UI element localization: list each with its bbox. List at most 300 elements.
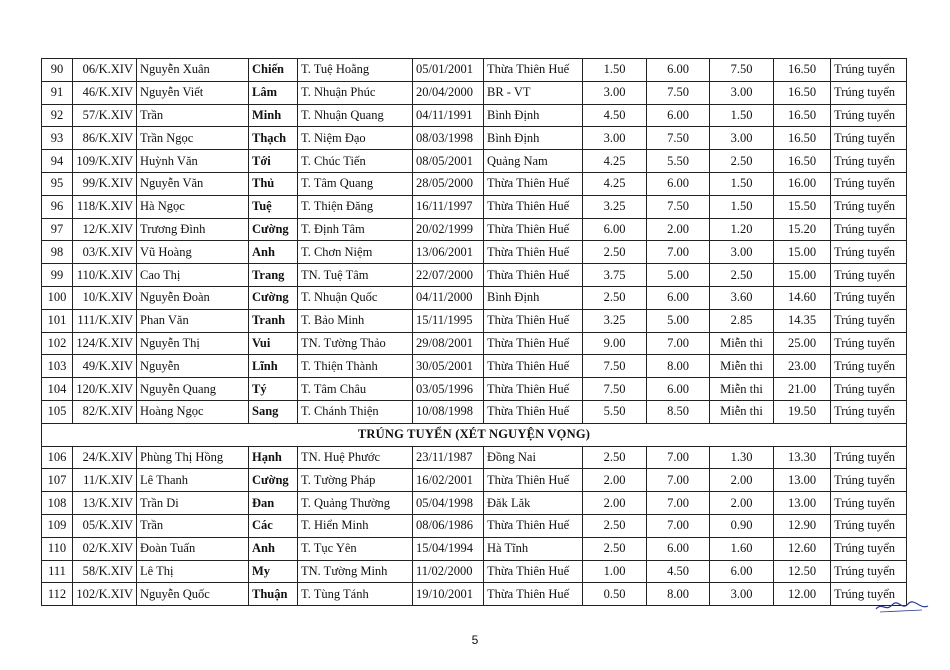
cell-result: Trúng tuyển	[831, 332, 907, 355]
table-row	[42, 492, 907, 515]
cell-total-score: 19.50	[774, 400, 831, 423]
cell-total-score: 15.50	[774, 195, 831, 218]
cell-score-1: 2.00	[583, 469, 647, 492]
cell-score-2: 8.00	[647, 355, 710, 378]
cell-dharma-name: T. Nhuận Quang	[298, 104, 413, 127]
cell-family-name: Cao Thị	[137, 264, 249, 287]
cell-birth-date: 30/05/2001	[413, 355, 484, 378]
cell-birth-date: 08/06/1986	[413, 514, 484, 537]
cell-dharma-name: T. Tùng Tánh	[298, 583, 413, 606]
cell-birth-date: 05/04/1998	[413, 492, 484, 515]
cell-given-name: Anh	[249, 537, 298, 560]
cell-given-name: My	[249, 560, 298, 583]
cell-family-name: Huỳnh Văn	[137, 150, 249, 173]
cell-birth-date: 19/10/2001	[413, 583, 484, 606]
cell-given-name: Anh	[249, 241, 298, 264]
table-body-section	[42, 423, 907, 446]
table-row	[42, 59, 907, 82]
cell-exam-code: 06/K.XIV	[73, 59, 137, 82]
cell-row-number: 110	[42, 537, 73, 560]
cell-score-1: 5.50	[583, 400, 647, 423]
table-row	[42, 560, 907, 583]
cell-family-name: Hoàng Ngọc	[137, 400, 249, 423]
cell-score-2: 7.50	[647, 81, 710, 104]
cell-birth-date: 20/02/1999	[413, 218, 484, 241]
cell-result: Trúng tuyển	[831, 537, 907, 560]
cell-birth-date: 29/08/2001	[413, 332, 484, 355]
cell-family-name: Lê Thanh	[137, 469, 249, 492]
cell-total-score: 14.60	[774, 286, 831, 309]
cell-given-name: Trang	[249, 264, 298, 287]
cell-hometown: Thừa Thiên Huế	[484, 309, 583, 332]
cell-score-3: 3.00	[710, 241, 774, 264]
cell-result: Trúng tuyển	[831, 492, 907, 515]
cell-dharma-name: T. Quảng Thường	[298, 492, 413, 515]
cell-score-1: 3.75	[583, 264, 647, 287]
table-row	[42, 514, 907, 537]
cell-total-score: 16.50	[774, 150, 831, 173]
cell-score-2: 6.00	[647, 104, 710, 127]
cell-score-2: 7.00	[647, 446, 710, 469]
cell-score-3: Miễn thi	[710, 400, 774, 423]
cell-family-name: Vũ Hoàng	[137, 241, 249, 264]
cell-score-1: 7.50	[583, 355, 647, 378]
cell-row-number: 103	[42, 355, 73, 378]
table-row	[42, 172, 907, 195]
cell-score-1: 9.00	[583, 332, 647, 355]
cell-row-number: 90	[42, 59, 73, 82]
cell-hometown: Quảng Nam	[484, 150, 583, 173]
cell-hometown: BR - VT	[484, 81, 583, 104]
cell-result: Trúng tuyển	[831, 309, 907, 332]
cell-row-number: 94	[42, 150, 73, 173]
cell-exam-code: 24/K.XIV	[73, 446, 137, 469]
table-row	[42, 469, 907, 492]
cell-score-2: 6.00	[647, 537, 710, 560]
cell-dharma-name: T. Tuệ Hoằng	[298, 59, 413, 82]
cell-total-score: 23.00	[774, 355, 831, 378]
cell-row-number: 100	[42, 286, 73, 309]
cell-birth-date: 15/04/1994	[413, 537, 484, 560]
cell-hometown: Thừa Thiên Huế	[484, 400, 583, 423]
cell-hometown: Thừa Thiên Huế	[484, 514, 583, 537]
cell-given-name: Thủ	[249, 172, 298, 195]
cell-exam-code: 46/K.XIV	[73, 81, 137, 104]
cell-dharma-name: T. Hiển Minh	[298, 514, 413, 537]
cell-exam-code: 110/K.XIV	[73, 264, 137, 287]
cell-birth-date: 28/05/2000	[413, 172, 484, 195]
cell-hometown: Đăk Lăk	[484, 492, 583, 515]
cell-hometown: Thừa Thiên Huế	[484, 241, 583, 264]
cell-birth-date: 22/07/2000	[413, 264, 484, 287]
cell-hometown: Thừa Thiên Huế	[484, 583, 583, 606]
cell-birth-date: 05/01/2001	[413, 59, 484, 82]
cell-dharma-name: TN. Tường Minh	[298, 560, 413, 583]
cell-score-2: 7.00	[647, 332, 710, 355]
cell-score-1: 2.50	[583, 286, 647, 309]
cell-dharma-name: T. Bảo Minh	[298, 309, 413, 332]
cell-score-1: 1.50	[583, 59, 647, 82]
cell-hometown: Hà Tĩnh	[484, 537, 583, 560]
table-row	[42, 446, 907, 469]
table-row	[42, 264, 907, 287]
cell-dharma-name: T. Thiện Thành	[298, 355, 413, 378]
cell-family-name: Nguyễn Đoàn	[137, 286, 249, 309]
cell-row-number: 107	[42, 469, 73, 492]
section-header-row	[42, 423, 907, 446]
cell-family-name: Nguyễn Viết	[137, 81, 249, 104]
table-row	[42, 400, 907, 423]
cell-hometown: Thừa Thiên Huế	[484, 59, 583, 82]
cell-given-name: Cường	[249, 469, 298, 492]
cell-given-name: Lĩnh	[249, 355, 298, 378]
cell-score-3: 2.85	[710, 309, 774, 332]
cell-given-name: Tý	[249, 378, 298, 401]
cell-hometown: Đồng Nai	[484, 446, 583, 469]
cell-hometown: Thừa Thiên Huế	[484, 378, 583, 401]
cell-given-name: Chiến	[249, 59, 298, 82]
cell-total-score: 16.50	[774, 59, 831, 82]
cell-birth-date: 13/06/2001	[413, 241, 484, 264]
cell-total-score: 12.60	[774, 537, 831, 560]
cell-score-3: 2.50	[710, 264, 774, 287]
table-body-preference	[42, 446, 907, 606]
table-row	[42, 104, 907, 127]
cell-given-name: Các	[249, 514, 298, 537]
cell-family-name: Lê Thị	[137, 560, 249, 583]
table-row	[42, 332, 907, 355]
cell-exam-code: 49/K.XIV	[73, 355, 137, 378]
table-row	[42, 378, 907, 401]
cell-exam-code: 10/K.XIV	[73, 286, 137, 309]
cell-birth-date: 08/03/1998	[413, 127, 484, 150]
cell-given-name: Hạnh	[249, 446, 298, 469]
cell-birth-date: 16/02/2001	[413, 469, 484, 492]
cell-birth-date: 15/11/1995	[413, 309, 484, 332]
cell-score-2: 7.50	[647, 195, 710, 218]
cell-hometown: Thừa Thiên Huế	[484, 195, 583, 218]
cell-total-score: 13.30	[774, 446, 831, 469]
cell-result: Trúng tuyển	[831, 446, 907, 469]
cell-birth-date: 04/11/2000	[413, 286, 484, 309]
cell-result: Trúng tuyển	[831, 241, 907, 264]
cell-score-2: 7.00	[647, 492, 710, 515]
cell-hometown: Thừa Thiên Huế	[484, 355, 583, 378]
cell-total-score: 14.35	[774, 309, 831, 332]
cell-score-3: 7.50	[710, 59, 774, 82]
cell-dharma-name: T. Tường Pháp	[298, 469, 413, 492]
cell-dharma-name: T. Chánh Thiện	[298, 400, 413, 423]
cell-exam-code: 57/K.XIV	[73, 104, 137, 127]
cell-result: Trúng tuyển	[831, 514, 907, 537]
cell-score-1: 3.25	[583, 195, 647, 218]
page-number: 5	[471, 633, 479, 647]
cell-score-3: 2.00	[710, 469, 774, 492]
cell-family-name: Trần	[137, 104, 249, 127]
cell-hometown: Thừa Thiên Huế	[484, 469, 583, 492]
cell-family-name: Trương Đình	[137, 218, 249, 241]
cell-score-3: 1.50	[710, 195, 774, 218]
cell-score-3: 1.30	[710, 446, 774, 469]
cell-hometown: Bình Định	[484, 104, 583, 127]
cell-result: Trúng tuyển	[831, 127, 907, 150]
cell-result: Trúng tuyển	[831, 400, 907, 423]
cell-exam-code: 11/K.XIV	[73, 469, 137, 492]
table-row	[42, 286, 907, 309]
cell-row-number: 92	[42, 104, 73, 127]
cell-score-2: 7.00	[647, 469, 710, 492]
cell-dharma-name: T. Nhuận Phúc	[298, 81, 413, 104]
cell-given-name: Lâm	[249, 81, 298, 104]
cell-dharma-name: T. Chúc Tiến	[298, 150, 413, 173]
cell-row-number: 108	[42, 492, 73, 515]
cell-score-3: 1.20	[710, 218, 774, 241]
cell-score-1: 3.00	[583, 127, 647, 150]
cell-score-3: 3.00	[710, 81, 774, 104]
cell-result: Trúng tuyển	[831, 469, 907, 492]
cell-birth-date: 04/11/1991	[413, 104, 484, 127]
initials-signature	[872, 596, 932, 616]
cell-family-name: Nguyễn Thị	[137, 332, 249, 355]
table-row	[42, 127, 907, 150]
cell-exam-code: 86/K.XIV	[73, 127, 137, 150]
cell-score-2: 2.00	[647, 218, 710, 241]
section-title: TRÚNG TUYỂN (XÉT NGUYỆN VỌNG)	[42, 423, 907, 446]
cell-row-number: 98	[42, 241, 73, 264]
cell-dharma-name: TN. Tuệ Tâm	[298, 264, 413, 287]
cell-score-1: 4.50	[583, 104, 647, 127]
cell-total-score: 15.20	[774, 218, 831, 241]
table-row	[42, 195, 907, 218]
cell-exam-code: 124/K.XIV	[73, 332, 137, 355]
cell-score-1: 4.25	[583, 172, 647, 195]
cell-exam-code: 12/K.XIV	[73, 218, 137, 241]
cell-result: Trúng tuyển	[831, 355, 907, 378]
cell-result: Trúng tuyển	[831, 378, 907, 401]
cell-dharma-name: T. Chơn Niệm	[298, 241, 413, 264]
cell-dharma-name: T. Tâm Châu	[298, 378, 413, 401]
cell-family-name: Nguyễn Quốc	[137, 583, 249, 606]
cell-score-1: 3.00	[583, 81, 647, 104]
cell-dharma-name: T. Tục Yên	[298, 537, 413, 560]
cell-birth-date: 11/02/2000	[413, 560, 484, 583]
cell-row-number: 106	[42, 446, 73, 469]
cell-dharma-name: T. Tâm Quang	[298, 172, 413, 195]
cell-score-3: 1.60	[710, 537, 774, 560]
cell-exam-code: 05/K.XIV	[73, 514, 137, 537]
cell-dharma-name: T. Niệm Đạo	[298, 127, 413, 150]
cell-total-score: 13.00	[774, 492, 831, 515]
cell-score-2: 5.00	[647, 309, 710, 332]
cell-score-2: 7.00	[647, 241, 710, 264]
cell-exam-code: 82/K.XIV	[73, 400, 137, 423]
cell-total-score: 25.00	[774, 332, 831, 355]
cell-family-name: Phan Văn	[137, 309, 249, 332]
cell-score-3: 2.50	[710, 150, 774, 173]
cell-family-name: Trần Ngọc	[137, 127, 249, 150]
cell-total-score: 16.00	[774, 172, 831, 195]
cell-score-2: 6.00	[647, 378, 710, 401]
cell-given-name: Minh	[249, 104, 298, 127]
cell-score-2: 8.00	[647, 583, 710, 606]
cell-given-name: Cường	[249, 218, 298, 241]
cell-exam-code: 118/K.XIV	[73, 195, 137, 218]
cell-total-score: 13.00	[774, 469, 831, 492]
cell-score-2: 7.50	[647, 127, 710, 150]
cell-result: Trúng tuyển	[831, 195, 907, 218]
cell-dharma-name: T. Định Tâm	[298, 218, 413, 241]
cell-score-1: 7.50	[583, 378, 647, 401]
cell-row-number: 105	[42, 400, 73, 423]
cell-dharma-name: T. Thiện Đăng	[298, 195, 413, 218]
cell-given-name: Cường	[249, 286, 298, 309]
cell-score-2: 6.00	[647, 286, 710, 309]
cell-result: Trúng tuyển	[831, 172, 907, 195]
cell-hometown: Thừa Thiên Huế	[484, 264, 583, 287]
cell-exam-code: 03/K.XIV	[73, 241, 137, 264]
cell-row-number: 102	[42, 332, 73, 355]
cell-score-3: 1.50	[710, 104, 774, 127]
cell-dharma-name: TN. Huệ Phước	[298, 446, 413, 469]
cell-row-number: 111	[42, 560, 73, 583]
cell-birth-date: 03/05/1996	[413, 378, 484, 401]
cell-exam-code: 111/K.XIV	[73, 309, 137, 332]
cell-result: Trúng tuyển	[831, 104, 907, 127]
cell-score-1: 2.50	[583, 537, 647, 560]
cell-birth-date: 16/11/1997	[413, 195, 484, 218]
cell-result: Trúng tuyển	[831, 583, 907, 606]
cell-result: Trúng tuyển	[831, 218, 907, 241]
cell-family-name: Đoàn Tuấn	[137, 537, 249, 560]
cell-result: Trúng tuyển	[831, 264, 907, 287]
cell-total-score: 16.50	[774, 127, 831, 150]
cell-score-2: 8.50	[647, 400, 710, 423]
table-row	[42, 150, 907, 173]
cell-row-number: 101	[42, 309, 73, 332]
cell-given-name: Sang	[249, 400, 298, 423]
cell-row-number: 95	[42, 172, 73, 195]
cell-score-1: 2.50	[583, 241, 647, 264]
cell-given-name: Thuận	[249, 583, 298, 606]
cell-birth-date: 08/05/2001	[413, 150, 484, 173]
table-row	[42, 81, 907, 104]
table-row	[42, 537, 907, 560]
cell-result: Trúng tuyển	[831, 150, 907, 173]
cell-hometown: Thừa Thiên Huế	[484, 332, 583, 355]
cell-exam-code: 13/K.XIV	[73, 492, 137, 515]
cell-birth-date: 10/08/1998	[413, 400, 484, 423]
table-row	[42, 355, 907, 378]
cell-dharma-name: TN. Tường Thảo	[298, 332, 413, 355]
cell-exam-code: 102/K.XIV	[73, 583, 137, 606]
cell-row-number: 97	[42, 218, 73, 241]
cell-score-3: 3.00	[710, 583, 774, 606]
cell-score-1: 2.50	[583, 446, 647, 469]
cell-hometown: Bình Định	[484, 286, 583, 309]
cell-score-3: 6.00	[710, 560, 774, 583]
cell-total-score: 16.50	[774, 81, 831, 104]
cell-hometown: Bình Định	[484, 127, 583, 150]
cell-family-name: Nguyễn Quang	[137, 378, 249, 401]
cell-row-number: 99	[42, 264, 73, 287]
cell-total-score: 12.00	[774, 583, 831, 606]
cell-score-1: 3.25	[583, 309, 647, 332]
cell-family-name: Hà Ngọc	[137, 195, 249, 218]
cell-hometown: Thừa Thiên Huế	[484, 218, 583, 241]
cell-row-number: 93	[42, 127, 73, 150]
cell-given-name: Vui	[249, 332, 298, 355]
cell-score-1: 0.50	[583, 583, 647, 606]
cell-result: Trúng tuyển	[831, 560, 907, 583]
cell-total-score: 21.00	[774, 378, 831, 401]
cell-score-1: 2.00	[583, 492, 647, 515]
cell-score-1: 6.00	[583, 218, 647, 241]
cell-row-number: 112	[42, 583, 73, 606]
cell-exam-code: 109/K.XIV	[73, 150, 137, 173]
table-row	[42, 241, 907, 264]
cell-hometown: Thừa Thiên Huế	[484, 560, 583, 583]
cell-given-name: Tới	[249, 150, 298, 173]
cell-score-3: 3.60	[710, 286, 774, 309]
cell-row-number: 91	[42, 81, 73, 104]
cell-exam-code: 58/K.XIV	[73, 560, 137, 583]
cell-family-name: Nguyễn Văn	[137, 172, 249, 195]
cell-given-name: Thạch	[249, 127, 298, 150]
cell-score-2: 7.00	[647, 514, 710, 537]
cell-total-score: 12.50	[774, 560, 831, 583]
cell-family-name: Trần Di	[137, 492, 249, 515]
cell-result: Trúng tuyển	[831, 286, 907, 309]
cell-given-name: Tuệ	[249, 195, 298, 218]
cell-score-2: 5.00	[647, 264, 710, 287]
cell-total-score: 15.00	[774, 264, 831, 287]
cell-total-score: 12.90	[774, 514, 831, 537]
results-table	[41, 58, 907, 606]
cell-score-2: 6.00	[647, 59, 710, 82]
cell-birth-date: 23/11/1987	[413, 446, 484, 469]
cell-family-name: Nguyễn	[137, 355, 249, 378]
cell-score-3: Miễn thi	[710, 355, 774, 378]
cell-total-score: 15.00	[774, 241, 831, 264]
cell-result: Trúng tuyển	[831, 59, 907, 82]
cell-score-3: 3.00	[710, 127, 774, 150]
table-row	[42, 309, 907, 332]
cell-score-3: 1.50	[710, 172, 774, 195]
cell-exam-code: 02/K.XIV	[73, 537, 137, 560]
cell-exam-code: 99/K.XIV	[73, 172, 137, 195]
cell-result: Trúng tuyển	[831, 81, 907, 104]
cell-dharma-name: T. Nhuận Quốc	[298, 286, 413, 309]
cell-row-number: 96	[42, 195, 73, 218]
cell-given-name: Tranh	[249, 309, 298, 332]
cell-score-1: 1.00	[583, 560, 647, 583]
cell-score-3: 0.90	[710, 514, 774, 537]
table-row	[42, 583, 907, 606]
cell-score-2: 5.50	[647, 150, 710, 173]
cell-family-name: Trần	[137, 514, 249, 537]
table-row	[42, 218, 907, 241]
cell-hometown: Thừa Thiên Huế	[484, 172, 583, 195]
cell-exam-code: 120/K.XIV	[73, 378, 137, 401]
cell-birth-date: 20/04/2000	[413, 81, 484, 104]
cell-family-name: Phùng Thị Hồng	[137, 446, 249, 469]
cell-family-name: Nguyễn Xuân	[137, 59, 249, 82]
cell-score-3: Miễn thi	[710, 378, 774, 401]
cell-row-number: 109	[42, 514, 73, 537]
cell-score-3: Miễn thi	[710, 332, 774, 355]
cell-score-2: 6.00	[647, 172, 710, 195]
cell-row-number: 104	[42, 378, 73, 401]
